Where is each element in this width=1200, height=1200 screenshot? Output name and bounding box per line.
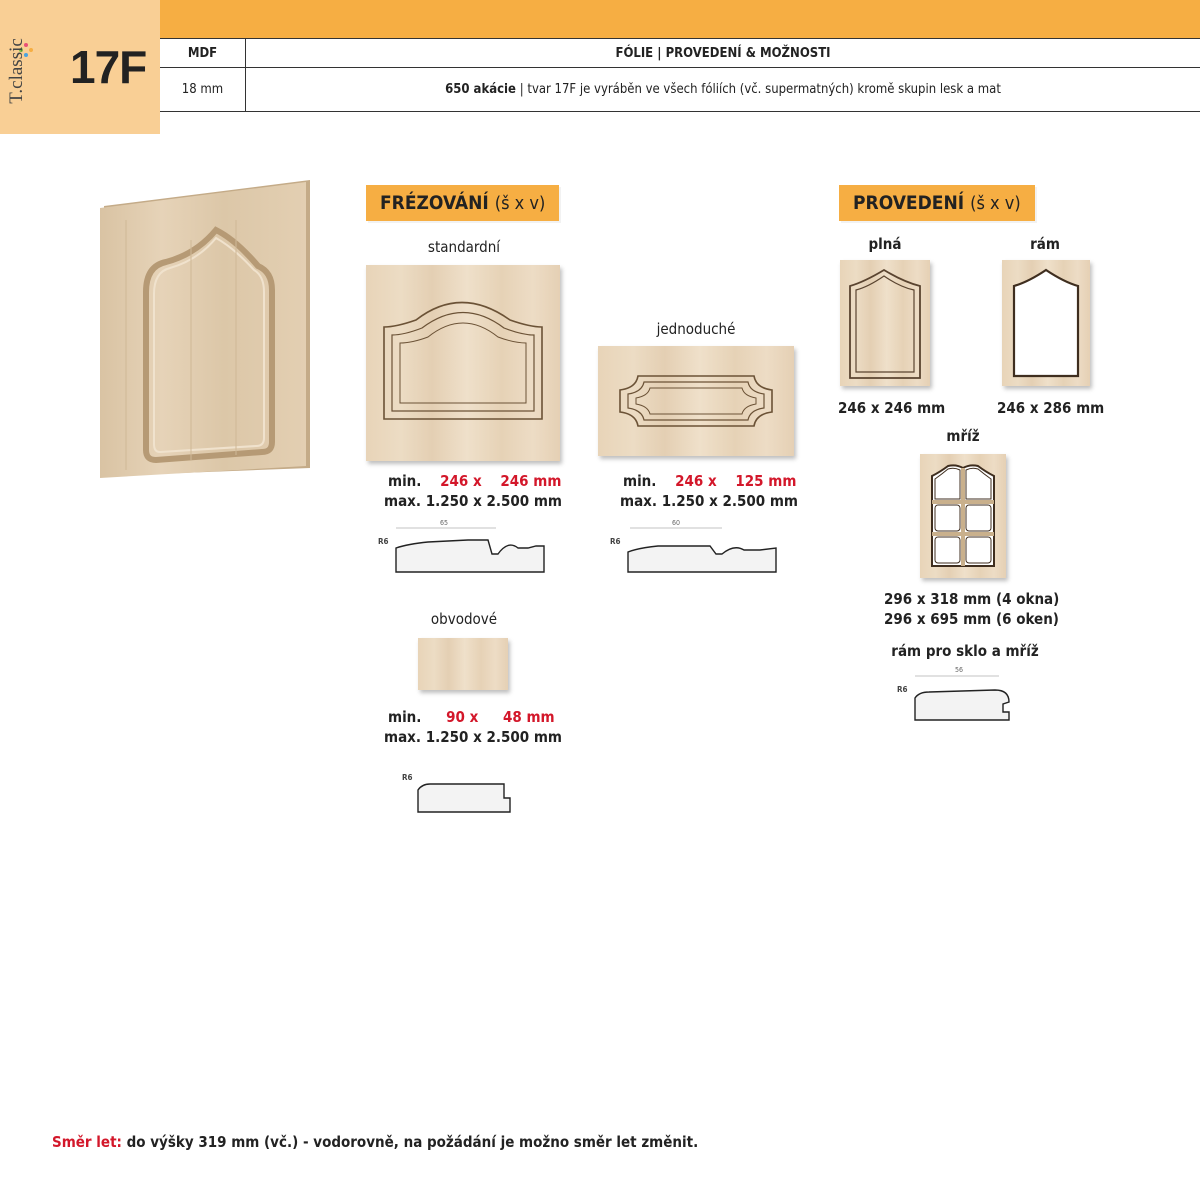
milling-simple-max: max. 1.250 x 2.500 mm xyxy=(620,492,798,510)
footer-label: Směr let: xyxy=(52,1133,122,1151)
header-top-bar xyxy=(160,0,1200,38)
variant-grid-dims-4: 296 x 318 mm (4 okna) xyxy=(884,590,1060,608)
variant-solid-dims: 246 x 246 mm xyxy=(838,399,946,417)
spec-col-mdf-header: MDF xyxy=(160,39,246,67)
milling-perimeter-profile xyxy=(400,770,520,814)
spec-table xyxy=(160,38,1200,112)
variant-frame-image xyxy=(1002,260,1090,386)
min-prefix: min. xyxy=(623,472,657,490)
brand-logo xyxy=(6,30,46,110)
spec-table-header-row xyxy=(160,39,1200,68)
milling-standard-profile xyxy=(378,518,553,576)
profile-radius: R6 xyxy=(378,537,389,546)
variant-solid-label: plná xyxy=(868,235,902,253)
milling-perimeter-min xyxy=(388,708,555,726)
milling-standard-min xyxy=(388,472,561,490)
variant-frame-label: rám xyxy=(1030,235,1060,253)
milling-standard-max: max. 1.250 x 2.500 mm xyxy=(384,492,562,510)
min-height-value: 125 mm xyxy=(735,472,797,490)
variants-title: PROVEDENÍ xyxy=(853,192,965,214)
milling-simple-profile xyxy=(610,518,785,576)
footer-text: do výšky 319 mm (vč.) - vodorovně, na požádání je možno směr let změnit. xyxy=(121,1133,699,1151)
glass-frame-profile xyxy=(895,662,1025,724)
milling-title: FRÉZOVÁNÍ xyxy=(380,192,489,214)
milling-perimeter-label: obvodové xyxy=(430,610,498,628)
spec-foil-name: 650 akácie xyxy=(445,82,516,97)
variant-grid-image xyxy=(920,454,1006,578)
variants-title-sub: (š x v) xyxy=(970,192,1021,214)
profile-radius: R6 xyxy=(610,537,621,546)
min-width-value: 246 x xyxy=(675,472,717,490)
milling-simple-image xyxy=(598,346,794,456)
milling-standard-image xyxy=(366,265,560,461)
glass-frame-label: rám pro sklo a mříž xyxy=(891,642,1039,660)
variant-grid-label: mříž xyxy=(946,427,980,445)
spec-thickness: 18 mm xyxy=(160,68,246,111)
profile-radius: R6 xyxy=(402,773,413,782)
profile-radius: R6 xyxy=(897,685,908,694)
variant-frame-dims: 246 x 286 mm xyxy=(997,399,1105,417)
variants-section-tag xyxy=(839,185,1035,221)
min-prefix: min. xyxy=(388,472,422,490)
spec-col-foil-header: FÓLIE | PROVEDENÍ & MOŽNOSTI xyxy=(615,45,831,61)
variant-solid-image xyxy=(840,260,930,386)
min-prefix: min. xyxy=(388,708,422,726)
milling-perimeter-image xyxy=(418,638,508,690)
milling-simple-label: jednoduché xyxy=(656,320,736,338)
variant-grid-dims-6: 296 x 695 mm (6 oken) xyxy=(884,610,1059,628)
brand-name: T.classic xyxy=(5,38,27,104)
profile-width: 56 xyxy=(955,666,964,674)
model-code: 17F xyxy=(70,41,147,93)
min-width-value: 90 x xyxy=(446,708,479,726)
profile-width: 65 xyxy=(440,519,449,527)
milling-perimeter-max: max. 1.250 x 2.500 mm xyxy=(384,728,562,746)
milling-section-tag xyxy=(366,185,559,221)
footer-grain-direction xyxy=(52,1133,698,1151)
spec-table-value-row xyxy=(160,68,1200,111)
milling-title-sub: (š x v) xyxy=(494,192,546,214)
milling-simple-min xyxy=(623,472,796,490)
door-product-image xyxy=(96,180,318,480)
spec-foil-cell xyxy=(246,68,1200,111)
spec-foil-note: | tvar 17F je vyráběn ve všech fóliích (vč. supermatných) kromě skupin lesk a mat xyxy=(516,82,1001,97)
milling-standard-label: standardní xyxy=(427,238,501,256)
profile-width: 60 xyxy=(672,519,681,527)
min-width-value: 246 x xyxy=(440,472,482,490)
min-height-value: 48 mm xyxy=(503,708,555,726)
min-height-value: 246 mm xyxy=(500,472,562,490)
